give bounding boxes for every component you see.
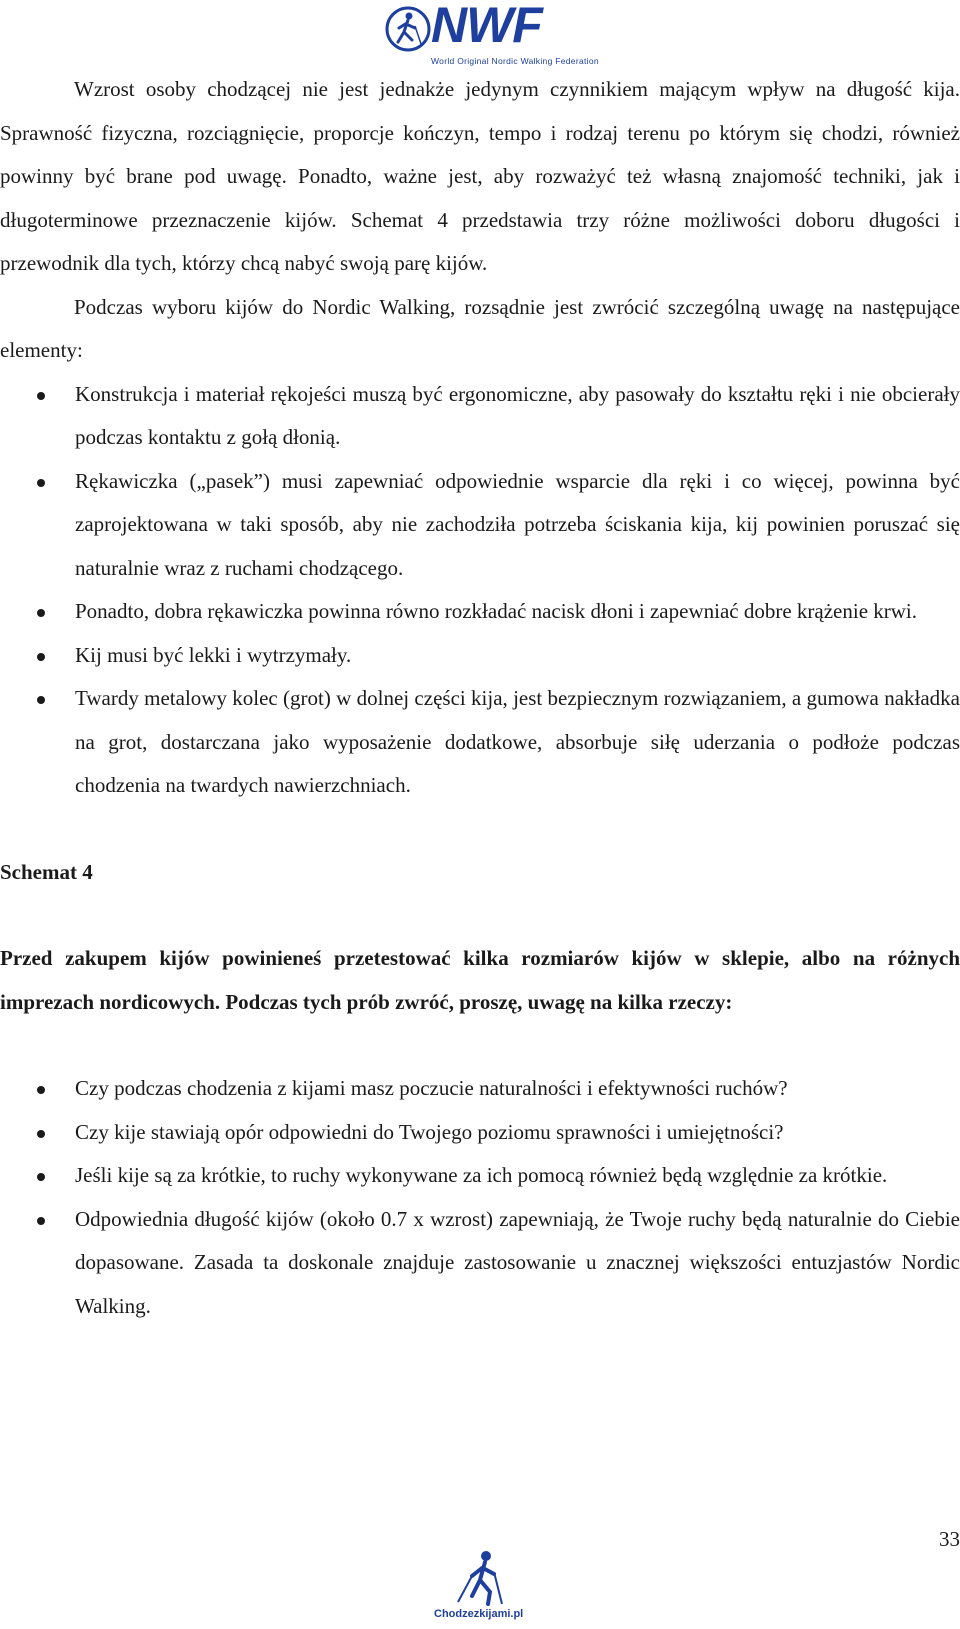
element-list (0, 373, 960, 808)
bullet-icon (37, 1173, 45, 1181)
page-number: 33 (939, 1527, 960, 1551)
bullet-icon (37, 653, 45, 661)
list-item: Czy kije stawiają opór odpowiedni do Twojego poziomu sprawności i umiejętności? (0, 1111, 960, 1155)
footer-logo (428, 1548, 538, 1628)
list-item: Ponadto, dobra rękawiczka powinna równo rozkładać nacisk dłoni i zapewniać dobre krążenie krwi. (0, 590, 960, 634)
document-body (0, 68, 960, 1328)
bullet-icon (37, 392, 45, 400)
logo-tagline: World Original Nordic Walking Federation (431, 56, 599, 66)
list-item: Kij musi być lekki i wytrzymały. (0, 634, 960, 678)
nwf-logo (385, 0, 599, 68)
list-item: Odpowiednia długość kijów (około 0.7 x wzrost) zapewniają, że Twoje ruchy będą naturalnie do Ciebie dopasowane. Zasada ta doskonale znajduje zastosowanie u znacznej większości entuzjastów Nordic Walking. (0, 1198, 960, 1329)
nordic-walker-icon (428, 1548, 538, 1610)
bullet-icon (37, 479, 45, 487)
site-label: Chodzezkijami.pl (434, 1608, 524, 1620)
list-item: Twardy metalowy kolec (grot) w dolnej części kija, jest bezpiecznym rozwiązaniem, a gumowa nakładka na grot, dostarczana jako wyposażenie dodatkowe, absorbuje siłę uderzania o podłoże podczas chodzenia na twardych nawierzchniach. (0, 677, 960, 808)
list-item: Konstrukcja i materiał rękojeści muszą być ergonomiczne, aby pasowały do kształtu ręki i nie obcierały podczas kontaktu z gołą dłonią. (0, 373, 960, 460)
bullet-icon (37, 696, 45, 704)
bullet-icon (37, 609, 45, 617)
logo-wordmark: NWF (431, 0, 542, 53)
paragraph-2: Podczas wyboru kijów do Nordic Walking, rozsądnie jest zwrócić szczególną uwagę na następujące elementy: (0, 294, 960, 362)
bullet-icon (37, 1086, 45, 1094)
walker-emblem-icon (385, 4, 431, 54)
schemat-intro: Przed zakupem kijów powinieneś przetestować kilka rozmiarów kijów w sklepie, albo na różnych imprezach nordicowych. Podczas tych prób zwróć, proszę, uwagę na kilka rzeczy: (0, 946, 960, 1014)
check-list (0, 1067, 960, 1328)
paragraph-1: Wzrost osoby chodzącej nie jest jednakże jedynym czynnikiem mającym wpływ na długość kija. Sprawność fizyczna, rozciągnięcie, proporcje kończyn, tempo i rodzaj terenu po którym się chodzi, również powinny być brane pod uwagę. Ponadto, ważne jest, aby rozważyć też własną znajomość techniki, jak i długoterminowe przeznaczenie kijów. Schemat 4 przedstawia trzy różne możliwości doboru długości i przewodnik dla tych, którzy chcą nabyć swoją parę kijów. (0, 77, 960, 275)
schemat-title: Schemat 4 (0, 859, 93, 884)
bullet-icon (37, 1130, 45, 1138)
list-item: Jeśli kije są za krótkie, to ruchy wykonywane za ich pomocą również będą względnie za krótkie. (0, 1154, 960, 1198)
list-item: Czy podczas chodzenia z kijami masz poczucie naturalności i efektywności ruchów? (0, 1067, 960, 1111)
list-item: Rękawiczka („pasek”) musi zapewniać odpowiednie wsparcie dla ręki i co więcej, powinna być zaprojektowana w taki sposób, aby nie zachodziła potrzeba ściskania kija, kij powinien poruszać się naturalnie wraz z ruchami chodzącego. (0, 460, 960, 591)
bullet-icon (37, 1217, 45, 1225)
